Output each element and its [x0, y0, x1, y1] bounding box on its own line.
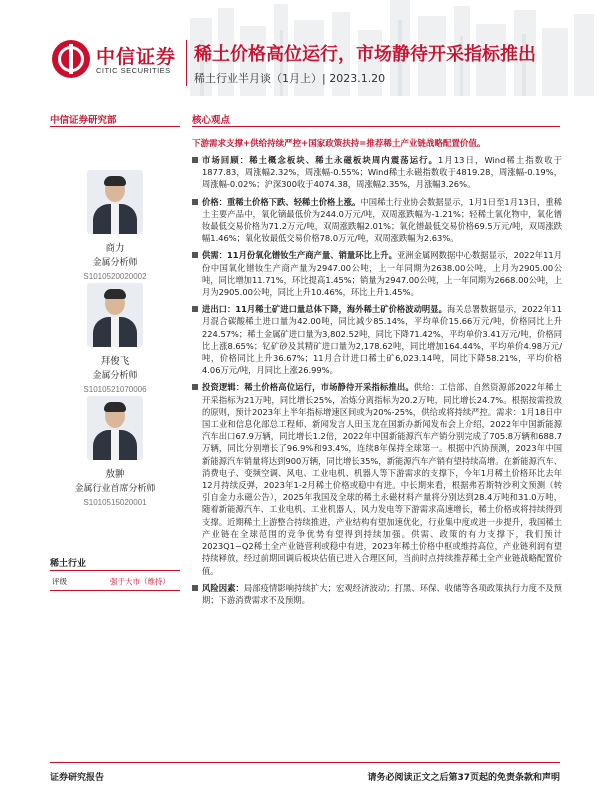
analyst-name: 敖翀	[105, 469, 125, 480]
citic-logo-icon	[52, 40, 90, 78]
analyst-card	[50, 170, 180, 281]
point-text: 1月13日，Wind稀土指数收于1877.83，周涨幅2.32%，周涨幅-0.55%；Wind稀土永磁指数收于4819.28，周涨幅-0.19%，周涨幅-0.02%；沪深300收于4074.38，周涨幅2.35%，月涨幅3.26%。	[202, 155, 562, 190]
rating-value: 强于大市（维持）	[110, 577, 170, 586]
point-text: 海关总署数据显示，2022年11月混合碳酸稀土进口量为42.00吨，同比减少85.14%，平均单价15.66万元/吨，价格同比上升224.57%；稀土金属矿进口量为3,802.52吨，同比下降71.42%，平均单价3.41万元/吨，价格同比上涨8.65%；钇矿砂及其精矿进口量为2,178.62吨，同比增加164.44%，平均单价4.98万元/吨，价格同比上升36.67%；11月合计进口稀土矿6,023.14吨，同比下降58.21%，平均价格4.06万元/吨，月同比上涨26.99%。	[202, 304, 562, 376]
rating-bottom-rule	[50, 590, 180, 591]
core-views-heading: 核心观点	[192, 115, 231, 126]
citic-securities-logo	[52, 40, 192, 80]
point-lead: 市场回顾：稀土概念板块、稀土永磁板块周内震荡运行。	[202, 155, 439, 165]
analyst-photo	[87, 396, 143, 460]
industry-rating-title: 稀土行业	[50, 559, 87, 569]
bullet-square-icon	[192, 384, 198, 390]
logo-english-name: CITIC SECURITIES	[96, 66, 171, 75]
rating-label: 评级	[52, 577, 67, 586]
report-header	[0, 0, 600, 96]
point-text: 局部疫情影响持续扩大；宏观经济波动；打黑、环保、收储等各项政策执行力度不及预期；下游消费需求不及预期。	[202, 582, 562, 605]
point-supply-demand	[192, 249, 562, 298]
bullet-square-icon	[192, 585, 198, 591]
analyst-photo	[87, 283, 143, 347]
point-import-export	[192, 303, 562, 376]
point-lead: 风险因素：	[202, 582, 244, 593]
analyst-role: 金属分析师	[92, 371, 138, 381]
analyst-name: 拜俊飞	[100, 356, 130, 367]
analyst-photo	[87, 170, 143, 234]
analyst-license-id: S1010515020001	[83, 498, 147, 507]
core-views-underline	[192, 126, 560, 127]
point-text: 供给：工信部、自然资源部2022年稀土开采指标为21万吨，同比增长25%，冶炼分离指标为20.2万吨，同比增长24.7%。根据按需投放的原则，预计2023年上半年指标增速区间或为20%-25%，供给或将持续严控。需求：1月18日中国工业和信息化部总工程师、新闻发言人田玉龙在国新办新闻发布会上介绍，2022年中国新能源汽车出口67.9万辆，同比增长1.2倍，2022年中国新能源汽车产销分别完成了705.8万辆和688.7万辆，同比分别增长了96.9%和93.4%，连续8年保持全球第一。根据中汽协预测，2023年中国新能源汽车销量将达到900万辆，同比增长35%，新能源汽车产销有望持续高增。在新能源汽车、消费电子、变频空调、风电、工业电机、机器人等下游需求的支撑下，今年1月稀土价格环比去年12月持续反弹，2023年1-2月稀土价格或稳中有进。中长期来看，根据弗若斯特沙利文预测（转引自金力永磁公告），2025年我国及全球的稀土永磁材料产量将分别达到28.4万吨和31.0万吨，随着新能源汽车、工业电机、工业机器人、风力发电等下游需求高速增长，稀土价格或将持续得到支撑。近期稀土上游整合持续推进，产业结构有望加速优化，行业集中度或进一步提升，我国稀土产业链在全球范围的竞争优势有望得到持续加强。供需、政策的有力支撑下，我们预计2023Q1~Q2稀土全产业链营利或稳中有进，2023年稀土价格中枢或维持高位，产业链利润有望持续释放，经过前期回调后板块估值已进入合理区间，当前时点持续推荐稀土全产业链战略配置价值。	[202, 382, 562, 576]
footer-disclaimer: 请务必阅读正文之后第37页起的免责条款和声明	[367, 773, 560, 783]
institute-heading: 中信证券研究部	[50, 115, 117, 126]
point-risk-factors	[192, 582, 562, 606]
bullet-square-icon	[192, 306, 198, 312]
footer-rule	[50, 762, 560, 763]
rating-row	[50, 574, 180, 588]
point-text: 亚洲金属网数据中心数据显示，2022年11月份中国氧化镨钕生产商产量为2947.00公吨，上一年同期为2638.00公吨，上月为2905.00公吨，同比增加11.71%，环比提高1.45%；销量为2947.00公吨，上一年同期为2668.00公吨，上月为2905.00公吨，同比上升10.46%，环比上升1.45%。	[202, 250, 562, 298]
point-market-review	[192, 154, 562, 191]
header-divider	[186, 40, 187, 86]
bullet-square-icon	[192, 157, 198, 163]
analyst-license-id: S1010520020002	[83, 272, 147, 281]
rating-top-rule	[50, 570, 180, 571]
analyst-license-id: S1010521070006	[83, 385, 147, 394]
report-subtitle: 稀土行业半月谈（1月上）| 2023.1.20	[194, 72, 386, 85]
point-lead: 价格：重稀土价格下跌、轻稀土价格上涨。	[202, 196, 361, 207]
analyst-name: 商力	[105, 243, 125, 254]
analyst-card	[50, 396, 180, 507]
core-views-list	[192, 154, 562, 611]
point-investment-logic	[192, 381, 562, 576]
footer-report-type: 证券研究报告	[50, 773, 105, 783]
point-price	[192, 196, 562, 245]
bullet-square-icon	[192, 252, 198, 258]
point-text: 中国稀土行业协会数据显示，1月1日至1月13日，重稀土主要产品中，氧化镝最低价为244.0万元/吨，双周涨跌幅为-1.21%；轻稀土氧化物中，氧化镨钕最低交易价格为71.2万元/吨，双周涨跌幅2.01%；氧化镨最低交易价格69.5万元/吨，双周涨跌幅1.46%；氧化钕最低交易价格78.0万元/吨，双周涨跌幅为2.63%。	[202, 196, 562, 244]
summary-line: 下游需求支撑+供给持续严控+国家政策扶持=推荐稀土产业链战略配置价值。	[192, 139, 486, 149]
analyst-role: 金属行业首席分析师	[74, 484, 156, 494]
logo-chinese-name: 中信证券	[96, 46, 177, 68]
point-lead: 投资逻辑：稀土价格高位运行，市场静待开采指标推出。	[202, 382, 414, 393]
analyst-card	[50, 283, 180, 394]
bullet-square-icon	[192, 199, 198, 205]
institute-underline	[50, 126, 180, 127]
point-lead: 供需：11月份氧化镨钕生产商产量、销量环比上升。	[202, 250, 397, 261]
analyst-role: 金属分析师	[92, 258, 138, 268]
point-lead: 进出口：11月稀土矿进口量总体下降，海外稀土矿价格波动明显。	[202, 304, 447, 315]
report-title: 稀土价格高位运行，市场静待开采指标推出	[194, 44, 536, 65]
